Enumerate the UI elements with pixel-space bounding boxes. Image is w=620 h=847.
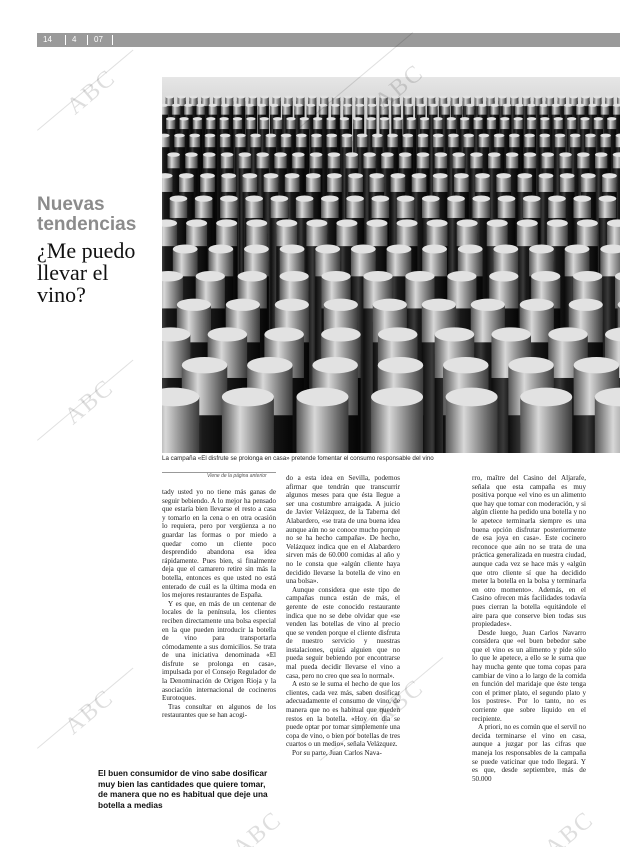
page-header-bar [37, 33, 620, 47]
page-number: 14 [43, 35, 52, 44]
header-divider [87, 35, 88, 45]
bottle [446, 388, 498, 453]
watermark-text: ABC [540, 806, 600, 847]
watermark-line [37, 668, 133, 749]
watermark-text: ABC [370, 59, 430, 115]
bottle [520, 388, 572, 453]
article-paragraph: Desde luego, Juan Carlos Navarro considera que «el buen bebedor sabe que el vino es un alimento y pide sólo lo que le apetece, a ello se le suma que hay mucha gente que toma copas para cambiar de vino a lo largo de la comida en función del maridaje que éste tenga con el primer plato, el segundo plato y los postres». Por lo tanto, no es corriente que sobre líquido en el recipiente. [472, 628, 586, 723]
header-divider [65, 35, 66, 45]
headline: ¿Me puedo llevar el vino? [37, 238, 136, 307]
bottle [371, 388, 423, 453]
section-kicker [37, 195, 136, 235]
header-day: 4 [72, 35, 77, 44]
header-month: 07 [94, 35, 103, 44]
header-divider [112, 35, 113, 45]
bottle-group [162, 96, 620, 453]
watermark-text: ABC [62, 64, 122, 120]
continued-from-note: Viene de la página anterior [207, 473, 267, 479]
bottle [296, 388, 348, 453]
kicker-line-2: tendencias [37, 214, 137, 235]
bottle [595, 388, 620, 453]
article-column-3 [472, 474, 586, 816]
article-paragraph: Tras consultar en algunos de los restaurantes que se han acogi- [162, 702, 276, 720]
article-paragraph: do a esta idea en Sevilla, podemos afirmar que tendrán que transcurrir algunos meses para que ésta llegue a ser una costumbre arraigada. A juicio de Javier Velázquez, de la Taberna del Alabardero, «se trata de una buena idea aunque aún no se conoce mucho porque no se ha hecho campaña». De hecho, Velázquez indica que en el Alabardero sirven más de 60.000 comidas al año y no le consta que «algún cliente haya decidido llevarse la botella de vino en una bolsa». [286, 474, 400, 586]
watermark-text: ABC [370, 674, 430, 730]
photo-caption: La campaña «El disfrute se prolonga en casa» pretende fomentar el consumo responsable del vino [162, 455, 434, 462]
article-column-2 [286, 474, 400, 814]
watermark-text: ABC [228, 806, 288, 847]
article-column-1 [162, 488, 276, 756]
watermark-text: ABC [60, 684, 120, 740]
wine-bottles-photo [162, 77, 620, 453]
bottle [162, 388, 199, 453]
watermark-line [37, 360, 133, 441]
article-paragraph: A priori, no es común que el servil no decida terminarse el vino en casa, aunque a juzgar por las cifras que maneja los responsables de la campaña se puede vaticinar que todo llegará. Y es que, desde septiembre, más de 50.000 [472, 723, 586, 783]
kicker-line-1: Nuevas [37, 194, 105, 215]
pull-quote: El buen consumidor de vino sabe dosificar muy bien las cantidades que quiere tomar, de manera que no es habitual que deje una botella a medias [98, 768, 268, 810]
article-paragraph: tady usted yo no tiene más ganas de seguir bebiendo. A lo mejor ha pensado que estaría bien llevarse el resto a casa y tomarlo en la cena o en otra ocasión lo requiera, pero por vergüenza a no guardar las formas o por miedo a quedar como un cliente poco desprendido abandona esa idea rápidamente. Pues bien, si finalmente deja que el camarero retire sin más la botella, entonces es que usted no está enterado de cuál es la última moda en los mejores restaurantes de España. [162, 488, 276, 600]
article-paragraph: Aunque considera que este tipo de campañas nunca están de más, el gerente de este conocido restaurante indica que no se debe olvidar que «se venden las botellas de vino al precio que se venden porque el cliente disfruta de nuestro servicio y nuestras instalaciones, quizá alguien que no pueda seguir bebiendo por encontrarse mal pueda decidir llevarse el vino a casa, pero no creo que sea lo normal». [286, 585, 400, 680]
article-paragraph: A esto se le suma el hecho de que los clientes, cada vez más, saben dosificar adecuadamente el consumo de vino, de manera que no es habitual que queden restos en la botella. «Hoy en día se puede optar por tomar simplemente una copa de vino, o bien por botellas de tres cuartos o un medio», señala Velázquez. [286, 680, 400, 749]
article-paragraph: rro, maître del Casino del Aljarafe, señala que esta campaña es muy positiva porque «el vino es un alimento que hay que tomar con moderación, y si algún cliente ha pedido una botella y no le apetece terminarla siempre es una buena opción disfrutar posteriormente de esa joya en casa». Este cocinero reconoce que aún no se trata de una práctica generalizada en nuestra ciudad, aunque cada vez se hace más y «algún que otro cliente sí que ha decidido meter la botella en la bolsa y terminarla en otro momento». Además, en el Casino ofrecen más facilidades todavía pues cierran la botella «quitándole el aire para que conserve bien todas sus propiedades». [472, 474, 586, 629]
article-paragraph: Por su parte, Juan Carlos Nava- [292, 749, 382, 757]
watermark-text: ABC [60, 374, 120, 430]
article-paragraph: Y es que, en más de un centenar de locales de la península, los clientes reciben directamente una bolsa especial en la que pueden introducir la botella de vino para transportarla cómodamente a sus domicilios. Se trata de una iniciativa denominada «El disfrute se prolonga en casa», impulsada por el Consejo Regulador de la Denominación de Origen Rioja y la asociación internacional de cocineros Eurotoques. [162, 599, 276, 703]
bottle [222, 388, 274, 453]
